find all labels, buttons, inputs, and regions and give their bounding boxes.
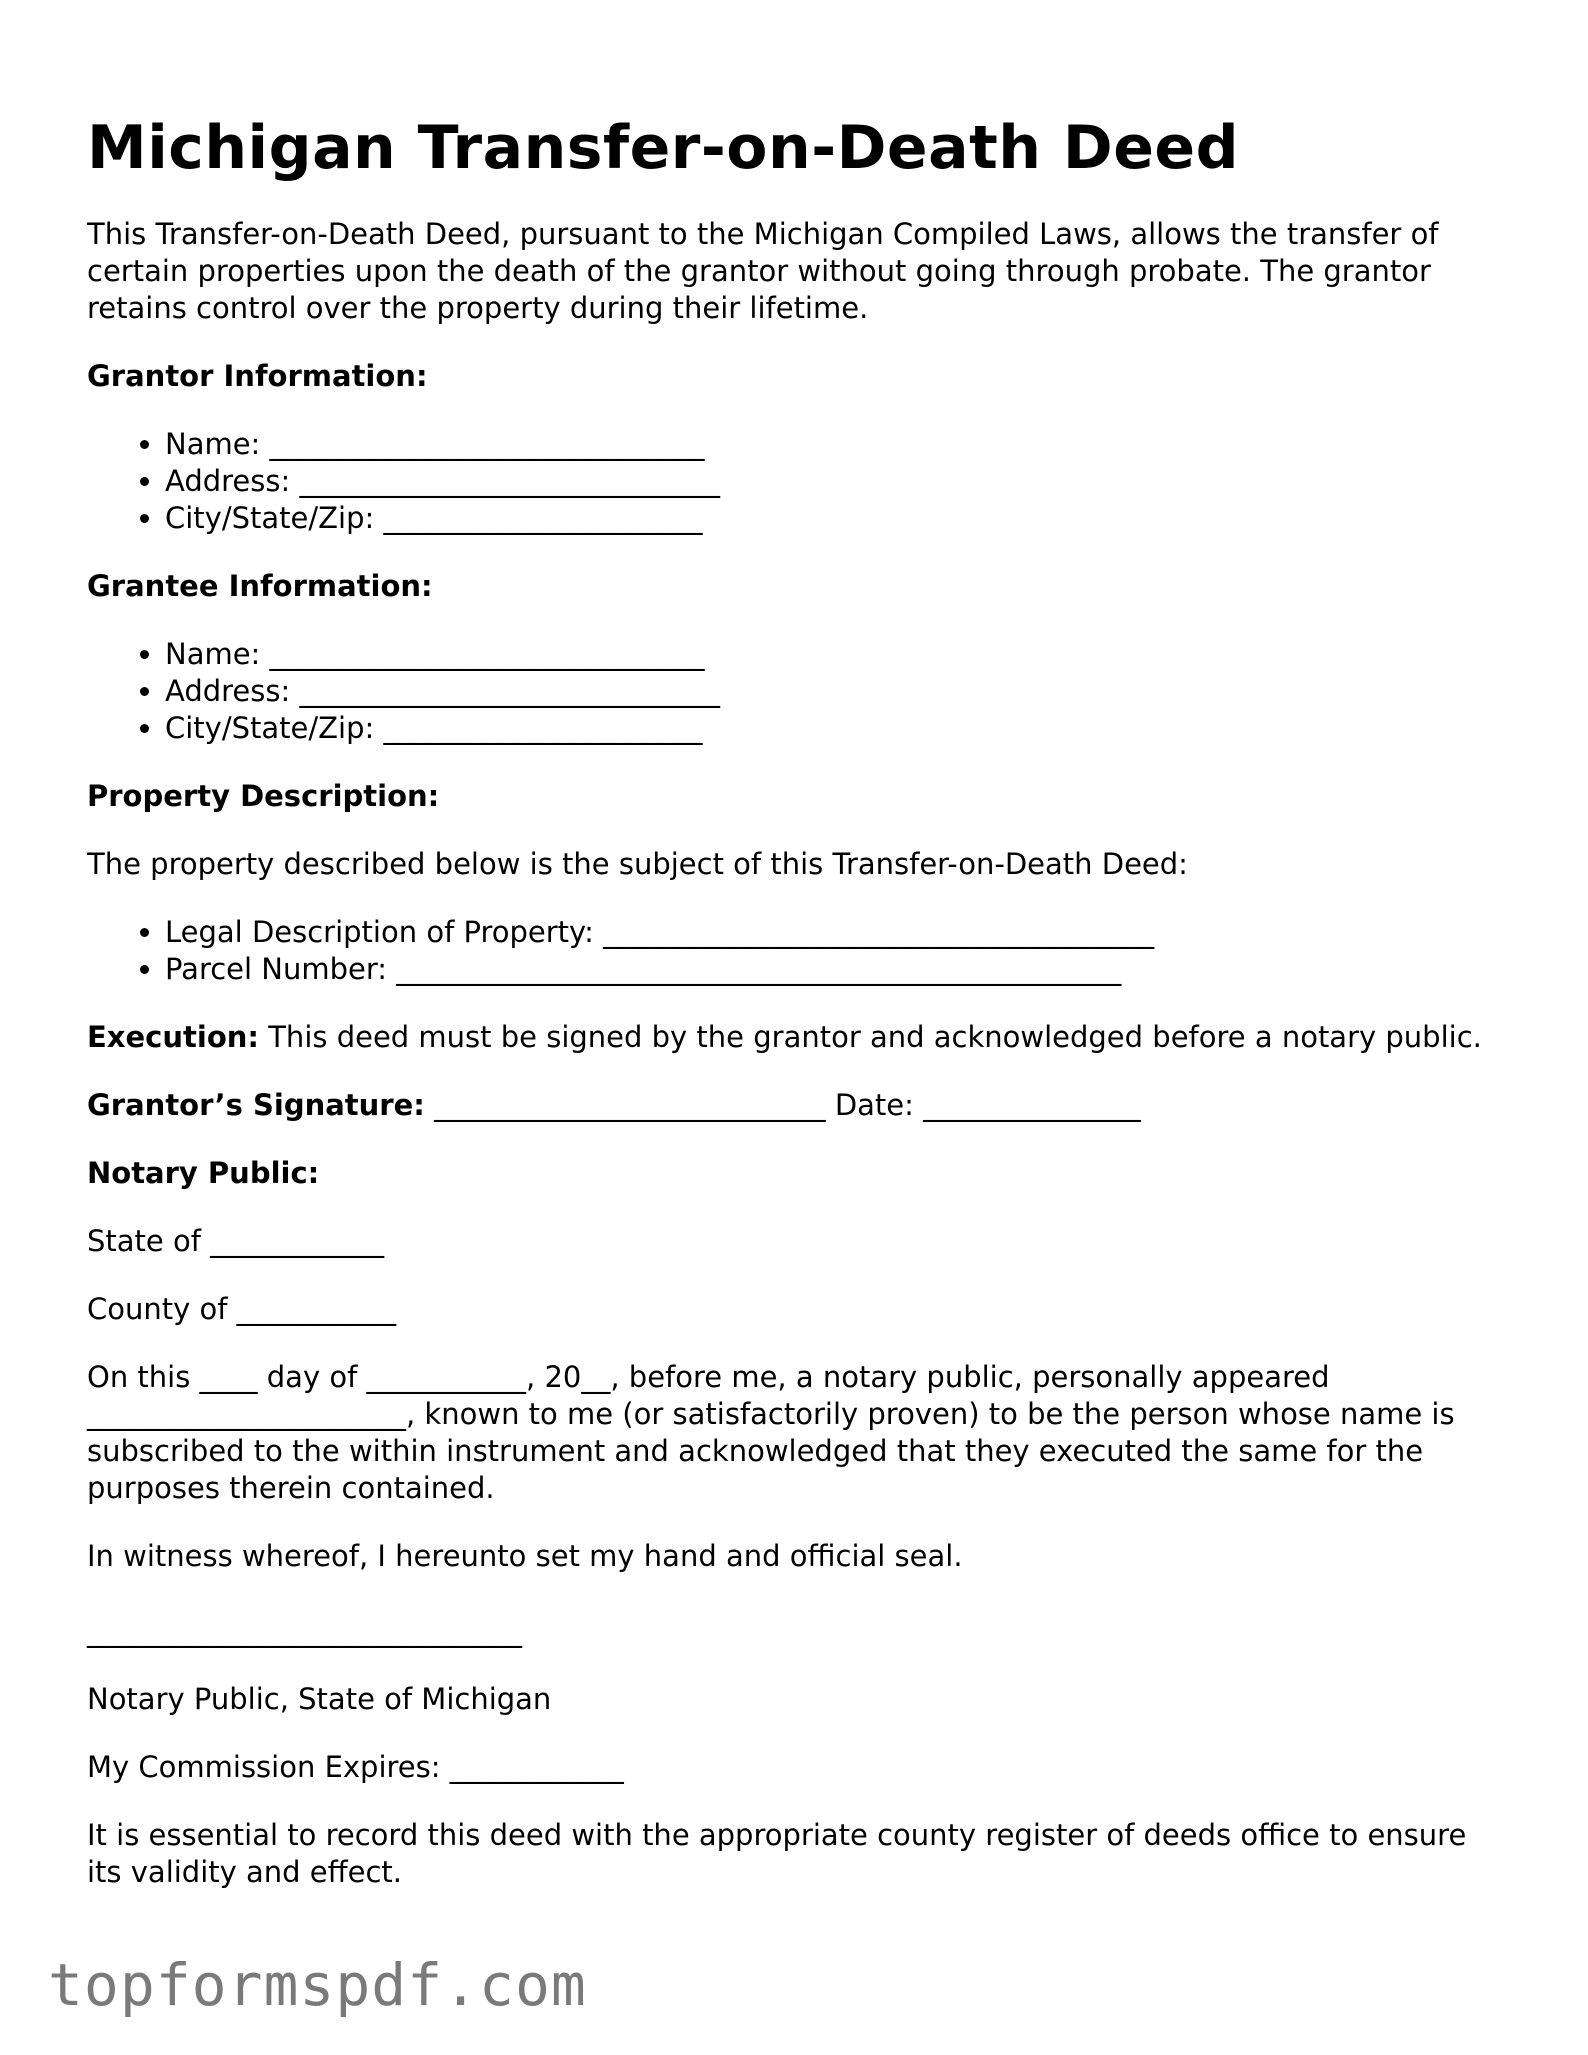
- property-intro: The property described below is the subject of this Transfer-on-Death Deed:: [87, 847, 1188, 881]
- execution-label: Execution:: [87, 1020, 259, 1054]
- document-title: Michigan Transfer-on-Death Deed: [87, 113, 1240, 183]
- notary-title: Notary Public, State of Michigan: [87, 1682, 552, 1716]
- grantor-heading: Grantor Information:: [87, 359, 428, 393]
- property-heading: Property Description:: [87, 779, 440, 813]
- site-watermark: topformspdf.com: [48, 1951, 587, 2019]
- grantor-list: [87, 426, 1507, 537]
- grantee-list: [87, 636, 1507, 747]
- grantee-address-field: • Address: _____________________________: [165, 673, 1507, 710]
- grantor-address-field: • Address: _____________________________: [165, 463, 1507, 500]
- grantor-city-state-zip-field: • City/State/Zip: ______________________: [165, 500, 1507, 537]
- document-page: [87, 108, 1507, 1922]
- execution-text: This deed must be signed by the grantor and acknowledged before a notary public.: [259, 1020, 1482, 1054]
- grantee-name-field: • Name: ______________________________: [165, 636, 1507, 673]
- property-list: [87, 914, 1507, 988]
- legal-description-field: • Legal Description of Property: ______________________________________: [165, 914, 1507, 951]
- grantor-signature-text: ___________________________ Date: _______________: [424, 1088, 1141, 1122]
- grantee-heading: Grantee Information:: [87, 569, 433, 603]
- execution-paragraph: [87, 1019, 1507, 1056]
- notary-acknowledgment: On this ____ day of ___________, 20__, before me, a notary public, personally appeared ______________________, known to me (or satisfactorily proven) to be the person whose name is subscribed to the within instrument and acknowledged that they executed the same for the purposes therein contained.: [87, 1360, 1455, 1505]
- notary-witness: In witness whereof, I hereunto set my hand and official seal.: [87, 1539, 963, 1573]
- notary-county: County of ___________: [87, 1292, 397, 1326]
- grantor-name-field: • Name: ______________________________: [165, 426, 1507, 463]
- notary-commission: My Commission Expires: ____________: [87, 1750, 624, 1784]
- grantee-city-state-zip-field: • City/State/Zip: ______________________: [165, 710, 1507, 747]
- closing-paragraph: It is essential to record this deed with the appropriate county register of deeds office to ensure its validity and effect.: [87, 1818, 1467, 1889]
- notary-heading: Notary Public:: [87, 1156, 320, 1190]
- grantor-signature-line: [87, 1087, 1507, 1124]
- intro-paragraph: This Transfer-on-Death Deed, pursuant to the Michigan Compiled Laws, allows the transfer of certain properties upon the death of the grantor without going through probate. The grantor retains control over the property during their lifetime.: [87, 217, 1439, 325]
- parcel-number-field: • Parcel Number: __________________________________________________: [165, 951, 1507, 988]
- notary-state: State of ____________: [87, 1224, 385, 1258]
- grantor-signature-label: Grantor’s Signature:: [87, 1088, 425, 1122]
- notary-signature-line: ______________________________: [87, 1614, 522, 1648]
